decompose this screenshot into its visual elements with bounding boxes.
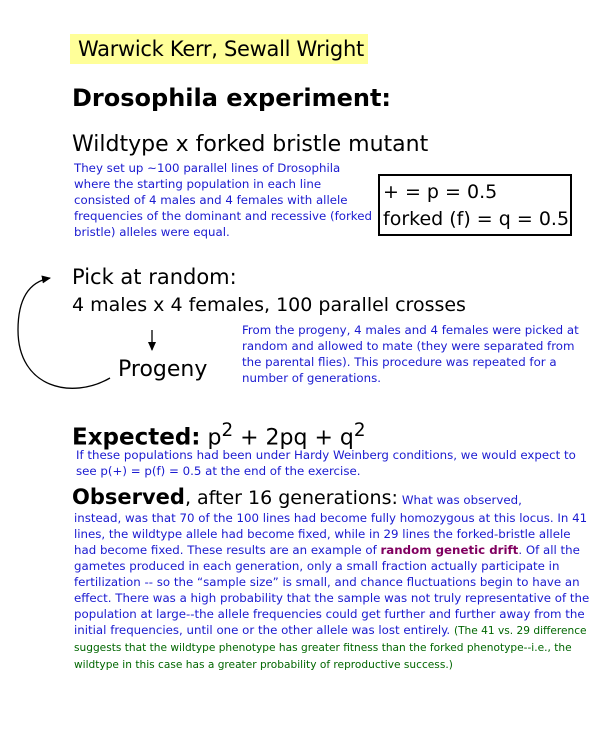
hardy-weinberg-note: If these populations had been under Hardy Weinberg conditions, we would expect to see p(+) = p(f) = 0.5 at the end of the exercise. <box>76 448 576 478</box>
observed-description <box>74 510 594 673</box>
progeny-label: Progeny <box>118 357 208 382</box>
return-loop-arrow <box>18 278 110 388</box>
experiment-title: Drosophila experiment: <box>72 84 392 112</box>
observed-suffix: , after 16 generations: <box>184 487 398 509</box>
setup-description: They set up ~100 parallel lines of Drosophila where the starting population in each line consisted of 4 males and 4 females with allele frequencies of the dominant and recessive (forked bristle) alleles were equal. <box>74 161 372 239</box>
expected-p: p <box>207 425 222 451</box>
observed-body-1: instead, was that 70 of the 100 lines had become fully homozygous at this locus. In 41 lines, the wildtype allele had become fixed, while in 29 lines the forked-bristle allele had become fixed. These results are an example of <box>74 511 588 557</box>
pick-title: Pick at random: <box>72 265 237 289</box>
expected-mid: + 2pq + <box>233 425 340 451</box>
expected-p-sq: 2 <box>221 420 234 441</box>
pick-detail: 4 males x 4 females, 100 parallel crosses <box>72 294 466 316</box>
freq-line-forked: forked (f) = q = 0.5 <box>383 208 570 230</box>
fitness-note: (The 41 vs. 29 difference suggests that the wildtype phenotype has greater fitness than the forked phenotype--i.e., the wildtype in this case has a greater probability of reproductive success.) <box>74 625 587 671</box>
freq-line-wildtype: + = p = 0.5 <box>383 181 498 203</box>
progeny-description: From the progeny, 4 males and 4 females were picked at random and allowed to mate (they were separated from the parental flies). This procedure was repeated for a number of generations. <box>242 323 579 385</box>
observed-heading <box>72 486 522 511</box>
cross-title: Wildtype x forked bristle mutant <box>72 132 429 157</box>
expected-q-sq: 2 <box>353 420 366 441</box>
observed-body-2: . Of all the gametes produced in each generation, only a small fraction actually participate in fertilization -- so the “sample size” is small, and chance fluctuations begin to have an effect. There was a high probability that the sample was not truly representative of the population at large--the allele frequencies could get further and further away from the initial frequencies, until one or the other allele was lost entirely. <box>74 543 590 637</box>
expected-label: Expected: <box>72 424 201 451</box>
authors-highlight: Warwick Kerr, Sewall Wright <box>70 34 368 64</box>
expected-q: q <box>339 425 354 451</box>
observed-label: Observed <box>72 485 185 509</box>
observed-inline-text: What was observed, <box>401 493 522 507</box>
random-genetic-drift-term: random genetic drift <box>380 543 519 557</box>
expected-formula <box>72 420 366 450</box>
